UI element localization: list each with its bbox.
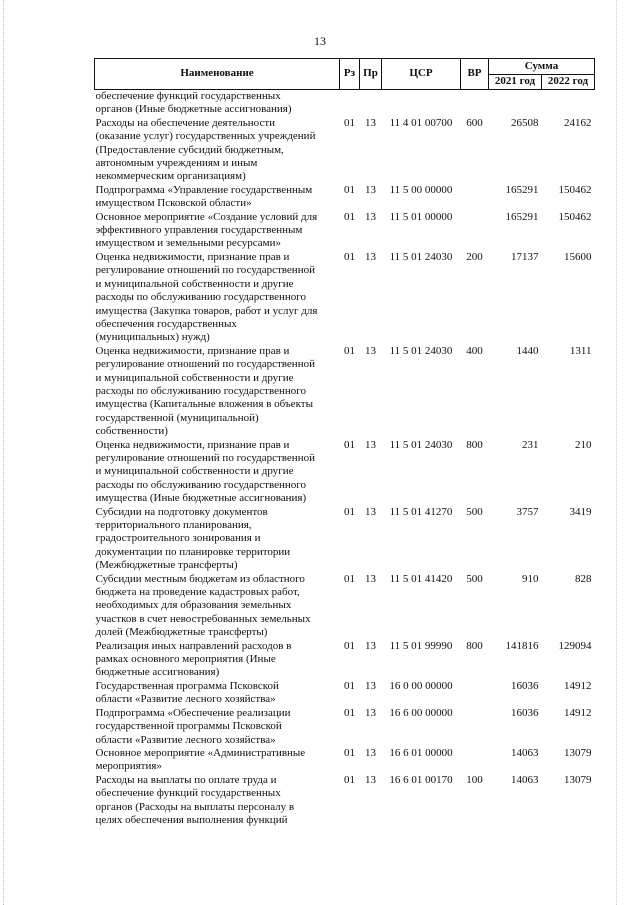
row-name-line: рамках основного мероприятия (Иные bbox=[95, 653, 276, 666]
row-rz: 01 bbox=[344, 210, 355, 223]
row-name-line: бюджета на проведение кадастровых работ, bbox=[95, 586, 300, 599]
table-row bbox=[95, 90, 595, 117]
row-name bbox=[95, 506, 340, 573]
row-name-line: регулирование отношений по государственной bbox=[95, 451, 315, 464]
header-vr: ВР bbox=[461, 59, 489, 90]
row-vr bbox=[461, 90, 489, 117]
row-name-line: имуществом Псковской области» bbox=[95, 197, 252, 210]
row-amount-2021: 231 bbox=[522, 438, 539, 451]
row-name-line: расходы по обслуживанию государственного bbox=[95, 384, 306, 397]
row-name-line: Оценка недвижимости, признание прав и bbox=[95, 250, 290, 263]
row-name-line: целях обеспечения выполнения функций bbox=[95, 813, 288, 826]
row-name-line: Расходы на обеспечение деятельности bbox=[95, 116, 276, 129]
row-name-line: Субсидии на подготовку документов bbox=[95, 505, 268, 518]
row-rz: 01 bbox=[344, 572, 355, 585]
row-vr: 800 bbox=[466, 639, 483, 652]
row-name bbox=[95, 211, 340, 251]
row-name-line: области «Развитие лесного хозяйства» bbox=[95, 693, 276, 706]
row-name bbox=[95, 573, 340, 640]
row-rz bbox=[340, 90, 360, 117]
row-amount-2021: 3757 bbox=[516, 505, 539, 518]
row-name bbox=[95, 640, 340, 680]
row-name-line: регулирование отношений по государственной bbox=[95, 358, 315, 371]
header-year-2022: 2022 год bbox=[542, 74, 595, 90]
row-rz: 01 bbox=[344, 639, 355, 652]
row-vr bbox=[461, 211, 489, 251]
header-csr: ЦСР bbox=[382, 59, 461, 90]
row-amount-2021: 26508 bbox=[511, 116, 539, 129]
row-name-line: документации по планировке территории bbox=[95, 545, 291, 558]
row-csr: 11 5 01 24030 bbox=[389, 344, 453, 357]
row-vr: 200 bbox=[466, 250, 483, 263]
row-name-line: градостроительного зонирования и bbox=[95, 532, 261, 545]
row-name-line: государственной программы Псковской bbox=[95, 720, 282, 733]
header-rz: Рз bbox=[340, 59, 360, 90]
row-amount-2022: 1311 bbox=[569, 344, 592, 357]
row-name-line: участков в счет невостребованных земельных bbox=[95, 612, 311, 625]
row-rz: 01 bbox=[344, 773, 355, 786]
row-vr: 100 bbox=[466, 773, 483, 786]
row-name-line: органов (Иные бюджетные ассигнования) bbox=[95, 103, 292, 116]
row-name-line: Государственная программа Псковской bbox=[95, 679, 279, 692]
row-pr: 13 bbox=[365, 773, 376, 786]
row-name-line: Оценка недвижимости, признание прав и bbox=[95, 438, 290, 451]
table-row bbox=[95, 211, 595, 251]
row-csr: 16 0 00 00000 bbox=[389, 679, 453, 692]
row-rz: 01 bbox=[344, 183, 355, 196]
row-amount-2021: 14063 bbox=[511, 773, 539, 786]
row-pr: 13 bbox=[365, 572, 376, 585]
row-amount-2021: 1440 bbox=[516, 344, 539, 357]
row-vr: 600 bbox=[466, 116, 483, 129]
row-name-line: Подпрограмма «Обеспечение реализации bbox=[95, 706, 291, 719]
row-csr bbox=[382, 90, 461, 117]
row-csr: 11 5 01 41420 bbox=[389, 572, 453, 585]
row-name-line: органов (Расходы на выплаты персоналу в bbox=[95, 800, 295, 813]
row-name-line: имущества (Иные бюджетные ассигнования) bbox=[95, 492, 307, 505]
row-amount-2022: 13079 bbox=[564, 746, 592, 759]
row-name bbox=[95, 90, 340, 117]
row-name-line: области «Развитие лесного хозяйства» bbox=[95, 733, 276, 746]
row-name-line: Субсидии местным бюджетам из областного bbox=[95, 572, 305, 585]
row-name-line: имуществом и земельными ресурсами» bbox=[95, 237, 282, 250]
row-amount-2021 bbox=[489, 90, 542, 117]
row-vr bbox=[461, 747, 489, 774]
row-name-line: необходимых для образования земельных bbox=[95, 599, 292, 612]
row-amount-2022: 210 bbox=[575, 438, 592, 451]
row-name-line: (муниципальных) нужд) bbox=[95, 331, 210, 344]
row-name-line: регулирование отношений по государственной bbox=[95, 264, 315, 277]
row-name bbox=[95, 251, 340, 345]
table-row bbox=[95, 747, 595, 774]
row-csr: 16 6 00 00000 bbox=[389, 706, 453, 719]
row-name-line: собственности) bbox=[95, 425, 168, 438]
row-name-line: имущества (Капитальные вложения в объекты bbox=[95, 398, 313, 411]
row-name-line: расходы по обслуживанию государственного bbox=[95, 291, 306, 304]
row-rz: 01 bbox=[344, 438, 355, 451]
row-rz: 01 bbox=[344, 250, 355, 263]
row-csr: 11 5 01 24030 bbox=[389, 438, 453, 451]
row-pr: 13 bbox=[365, 438, 376, 451]
table-row bbox=[95, 774, 595, 828]
row-csr: 11 5 00 00000 bbox=[389, 183, 453, 196]
row-name-line: Реализация иных направлений расходов в bbox=[95, 639, 292, 652]
row-name bbox=[95, 774, 340, 828]
budget-table bbox=[94, 58, 595, 827]
row-name-line: Основное мероприятие «Создание условий для bbox=[95, 210, 318, 223]
row-rz: 01 bbox=[344, 344, 355, 357]
row-pr: 13 bbox=[365, 344, 376, 357]
row-csr: 16 6 01 00170 bbox=[389, 773, 453, 786]
table-body bbox=[95, 90, 595, 828]
row-vr bbox=[461, 680, 489, 707]
row-amount-2022: 150462 bbox=[558, 210, 592, 223]
row-rz: 01 bbox=[344, 116, 355, 129]
row-name-line: автономным учреждениям и иным bbox=[95, 157, 258, 170]
row-rz: 01 bbox=[344, 706, 355, 719]
row-rz: 01 bbox=[344, 505, 355, 518]
row-csr: 11 5 01 99990 bbox=[389, 639, 453, 652]
row-name-line: Оценка недвижимости, признание прав и bbox=[95, 344, 290, 357]
row-name-line: Подпрограмма «Управление государственным bbox=[95, 183, 313, 196]
row-vr: 400 bbox=[466, 344, 483, 357]
row-amount-2021: 17137 bbox=[511, 250, 539, 263]
row-name-line: (Межбюджетные трансферты) bbox=[95, 559, 238, 572]
row-name bbox=[95, 680, 340, 707]
row-name-line: некоммерческим организациям) bbox=[95, 170, 246, 183]
row-vr bbox=[461, 707, 489, 747]
row-name-line: долей (Межбюджетные трансферты) bbox=[95, 626, 268, 639]
row-vr: 800 bbox=[466, 438, 483, 451]
row-amount-2021: 165291 bbox=[505, 183, 539, 196]
row-vr: 500 bbox=[466, 505, 483, 518]
row-amount-2022: 13079 bbox=[564, 773, 592, 786]
row-pr: 13 bbox=[365, 505, 376, 518]
row-name-line: территориального планирования, bbox=[95, 519, 252, 531]
table-row bbox=[95, 251, 595, 345]
table-row bbox=[95, 640, 595, 680]
scan-edge-left bbox=[3, 0, 5, 905]
row-csr: 16 6 01 00000 bbox=[389, 746, 453, 759]
table-row bbox=[95, 184, 595, 211]
row-name-line: государственной (муниципальной) bbox=[95, 411, 259, 424]
row-vr: 500 bbox=[466, 572, 483, 585]
row-name bbox=[95, 747, 340, 774]
row-csr: 11 5 01 41270 bbox=[389, 505, 453, 518]
row-amount-2022: 24162 bbox=[564, 116, 592, 129]
row-pr: 13 bbox=[365, 706, 376, 719]
row-name bbox=[95, 184, 340, 211]
row-name-line: расходы по обслуживанию государственного bbox=[95, 478, 306, 491]
row-rz: 01 bbox=[344, 746, 355, 759]
row-amount-2022 bbox=[542, 90, 595, 117]
row-name-line: и муниципальной собственности и другие bbox=[95, 371, 294, 384]
row-rz: 01 bbox=[344, 679, 355, 692]
row-amount-2021: 16036 bbox=[511, 679, 539, 692]
row-name-line: Основное мероприятие «Административные bbox=[95, 746, 306, 759]
header-year-2021: 2021 год bbox=[489, 74, 542, 90]
row-csr: 11 5 01 00000 bbox=[389, 210, 453, 223]
page-number: 13 bbox=[314, 34, 326, 48]
table-row bbox=[95, 506, 595, 573]
header-sum: Сумма bbox=[489, 59, 595, 75]
row-amount-2022: 828 bbox=[575, 572, 592, 585]
row-name-line: Расходы на выплаты по оплате труда и bbox=[95, 773, 277, 786]
row-amount-2021: 141816 bbox=[505, 639, 539, 652]
row-amount-2022: 14912 bbox=[564, 679, 592, 692]
table-row bbox=[95, 117, 595, 184]
row-name-line: (оказание услуг) государственных учреждений bbox=[95, 130, 316, 143]
header-pr: Пр bbox=[360, 59, 382, 90]
row-name bbox=[95, 345, 340, 439]
row-pr: 13 bbox=[365, 639, 376, 652]
row-amount-2022: 14912 bbox=[564, 706, 592, 719]
row-amount-2021: 165291 bbox=[505, 210, 539, 223]
row-name bbox=[95, 707, 340, 747]
row-name-line: мероприятия» bbox=[95, 760, 162, 773]
table-row bbox=[95, 680, 595, 707]
row-csr: 11 4 01 00700 bbox=[389, 116, 453, 129]
table-row bbox=[95, 345, 595, 439]
row-pr: 13 bbox=[365, 679, 376, 692]
row-amount-2022: 150462 bbox=[558, 183, 592, 196]
row-vr bbox=[461, 184, 489, 211]
table-header bbox=[95, 59, 595, 90]
row-name-line: имущества (Закупка товаров, работ и услуг для bbox=[95, 304, 318, 317]
row-amount-2022: 129094 bbox=[558, 639, 592, 652]
row-pr: 13 bbox=[365, 250, 376, 263]
header-name: Наименование bbox=[95, 59, 340, 90]
row-pr: 13 bbox=[365, 183, 376, 196]
row-pr: 13 bbox=[365, 210, 376, 223]
row-name-line: обеспечение функций государственных bbox=[95, 787, 281, 800]
row-name-line: эффективного управления государственным bbox=[95, 224, 303, 237]
row-amount-2021: 16036 bbox=[511, 706, 539, 719]
row-name bbox=[95, 439, 340, 506]
row-pr: 13 bbox=[365, 116, 376, 129]
row-pr: 13 bbox=[365, 746, 376, 759]
row-name-line: и муниципальной собственности и другие bbox=[95, 465, 294, 478]
row-name-line: бюджетные ассигнования) bbox=[95, 666, 220, 679]
scan-edge-right bbox=[616, 0, 618, 905]
table-row bbox=[95, 573, 595, 640]
row-name-line: (Предоставление субсидий бюджетным, bbox=[95, 143, 284, 156]
table-row bbox=[95, 707, 595, 747]
row-name bbox=[95, 117, 340, 184]
row-name-line: и муниципальной собственности и другие bbox=[95, 277, 294, 290]
row-amount-2022: 3419 bbox=[569, 505, 592, 518]
row-csr: 11 5 01 24030 bbox=[389, 250, 453, 263]
row-name-line: обеспечения государственных bbox=[95, 317, 237, 330]
row-amount-2021: 14063 bbox=[511, 746, 539, 759]
row-name-line: обеспечение функций государственных bbox=[95, 90, 281, 102]
row-pr bbox=[360, 90, 382, 117]
table-row bbox=[95, 439, 595, 506]
row-amount-2021: 910 bbox=[522, 572, 539, 585]
row-amount-2022: 15600 bbox=[564, 250, 592, 263]
